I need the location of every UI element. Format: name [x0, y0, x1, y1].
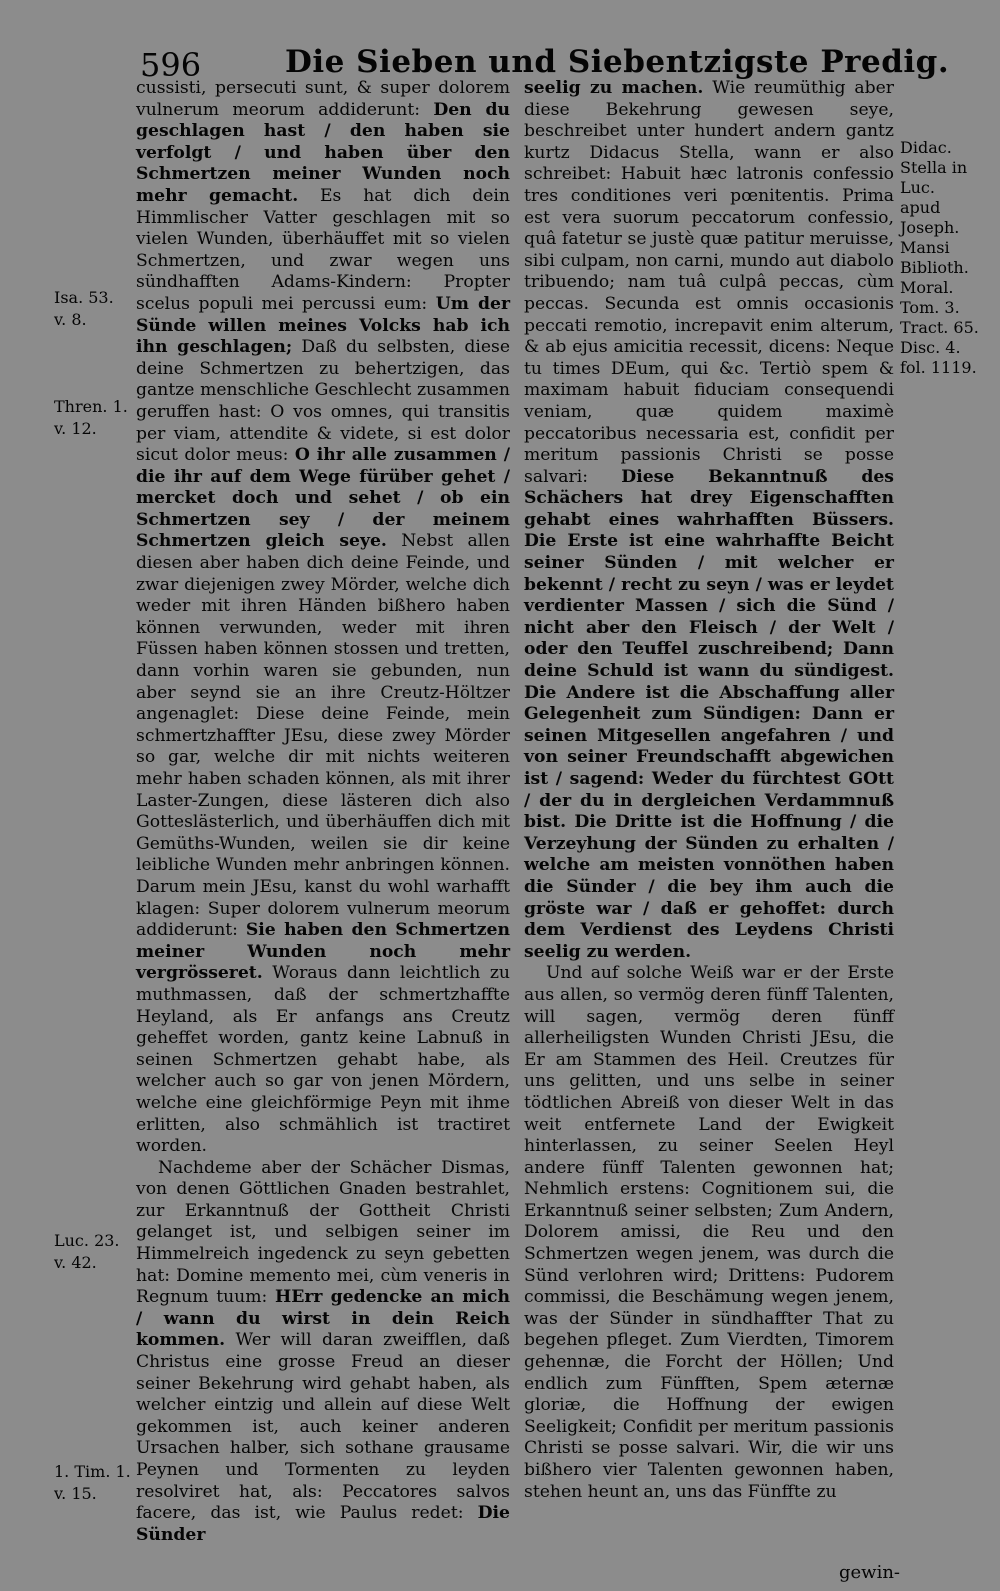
- right-paragraph-2: [524, 963, 894, 1503]
- bold-text-run: Die Sünder: [136, 1503, 510, 1545]
- left-paragraph-1: [136, 78, 510, 1158]
- margin-note-isa: Isa. 53. v. 8.: [54, 288, 114, 329]
- bold-text-run: seelig zu machen.: [524, 78, 704, 98]
- margin-note-tim: 1. Tim. 1. v. 15.: [54, 1462, 131, 1503]
- text-run: Wer will daran zweifflen, daß Christus eine grosse Freud an dieser seiner Bekehrung wird gehabt haben, als welcher eintzig und allein auf diese Welt gekommen ist, auch keiner anderen Ursachen halber, sich sothane grausame Peynen und Tormenten zu leyden resolviret hat, als: Peccatores salvos facere, das ist, wie Paulus redet:: [136, 1330, 510, 1524]
- text-run: Woraus dann leichtlich zu muthmassen, daß der schmertzhaffte Heyland, als Er anfangs ans Creutz geheffet worden, gantz keine Labnuß in seinen Schmertzen gehabt habe, als welcher auch so gar von jenen Mördern, welche eine gleichförmige Peyn mit ihme erlitten, also schmählich ist tractiret worden.: [136, 963, 510, 1157]
- bold-text-run: Diese Bekanntnuß des Schächers hat drey Eigenschafften gehabt eines wahrhafften Büssers. Die Erste ist eine wahrhaffte Beicht seiner Sünden / mit welcher er bekennt / recht zu seyn / was er leydet verdienter Massen / sich die Sünd / nicht aber den Fleisch / der Welt / oder den Teuffel zuschreibend; Dann deine Schuld ist wann du sündigest. Die Andere ist die Abschaffung aller Gelegenheit zum Sündigen: Dann er seinen Mitgesellen angefahren / und von seiner Freundschafft abgewichen ist / sagend: Weder du fürchtest GOtt / der du in dergleichen Verdammnuß bist. Die Dritte ist die Hoffnung / die Verzeyhung der Sünden zu erhalten / welche am meisten vonnöthen haben die Sünder / die bey ihm auch die gröste war / daß er gehoffet: durch dem Verdienst des Leydens Christi seelig zu werden.: [524, 466, 894, 962]
- page-number: 596: [140, 46, 202, 84]
- left-paragraph-2: [136, 1158, 510, 1547]
- margin-note-didac: Didac. Stella in Luc. apud Joseph. Mansi Biblioth. Moral. Tom. 3. Tract. 65. Disc. 4. fol. 1119.: [900, 138, 979, 377]
- text-run: Nachdeme aber der Schächer Dismas, von denen Göttlichen Gnaden bestrahlet, zur Erkanntnuß der Gottheit Christi gelanget ist, und selbigen seiner im Himmelreich ingedenck zu seyn gebetten hat: Domine memento mei, cùm veneris in Regnum tuum:: [136, 1157, 510, 1308]
- bold-text-run: O ihr alle zusammen / die ihr auf dem Wege fürüber gehet / mercket doch und sehet / ob ein Schmertzen sey / der meinem Schmertzen gleich seye.: [136, 445, 510, 552]
- margin-note-thren: Thren. 1. v. 12.: [54, 397, 128, 438]
- text-run: Daß du selbsten, diese deine Schmertzen zu behertzigen, das gantze menschliche Geschlecht zusammen geruffen hast: O vos omnes, qui transitis per viam, attendite & videte, si est dolor sicut dolor meus:: [136, 337, 510, 466]
- text-run: Es hat dich dein Himmlischer Vatter geschlagen mit so vielen Wunden, überhäuffet mit so vielen Schmertzen, und zwar wegen uns sündhafften Adams-Kindern: Propter scelus populi mei percussi eum:: [136, 185, 510, 314]
- text-run: cussisti, persecuti sunt, & super dolorem vulnerum meorum addiderunt:: [136, 78, 510, 120]
- running-head: Die Sieben und Siebentzigste Predig.: [285, 44, 950, 80]
- bold-text-run: Um der Sünde willen meines Volcks hab ich ihn geschlagen;: [136, 293, 510, 358]
- text-run: Und auf solche Weiß war er der Erste aus allen, so vermög deren fünff Talenten, will sagen, vermög deren fünff allerheiligsten Wunden Christi JEsu, die Er am Stammen des Heil. Creutzes für uns gelitten, und uns selbe in seiner tödtlichen Abreiß von dieser Welt in das weit entfernete Land der Ewigkeit hinterlassen, zu seiner Seelen Heyl andere fünff Talenten gewonnen hat; Nehmlich erstens: Cognitionem sui, die Erkanntnuß seiner selbsten; Zum Andern, Dolorem amissi, die Reu und den Schmertzen wegen jenem, was durch die Sünd verlohren wird; Drittens: Pudorem commissi, die Beschämung wegen jenem, was der Sünder in sündhaffter That zu begehen pfleget. Zum Vierdten, Timorem gehennæ, die Forcht der Höllen; Und endlich zum Fünfften, Spem æternæ gloriæ, die Hoffnung der ewigen Seeligkeit; Confidit per meritum passionis Christi se posse salvari. Wir, die wir uns bißhero vier Talenten gewonnen haben, stehen heunt an, uns das Fünffte zu: [524, 963, 894, 1502]
- right-paragraph-1: [524, 78, 894, 963]
- left-column: [136, 78, 510, 1546]
- catchword: gewin-: [838, 1562, 900, 1583]
- bold-text-run: HErr gedencke an mich / wann du wirst in dein Reich kommen.: [136, 1287, 510, 1351]
- margin-note-luc: Luc. 23. v. 42.: [54, 1231, 120, 1272]
- text-run: Wie reumüthig aber diese Bekehrung gewesen seye, beschreibet unter hundert andern gantz kurtz Didacus Stella, wann er also schreibet: Habuit hæc latronis confessio tres conditiones veri pœnitentis. Prima est vera suorum peccatorum confessio, quâ fatetur se justè quæ patitur meruisse, sibi culpam, non carni, mundo aut diabolo tribuendo; nam tuâ culpâ peccas, cùm peccas. Secunda est omnis occasionis peccati remotio, increpavit enim alterum, & ab ejus amicitia recessit, dicens: Neque tu times DEum, qui &c. Tertiò spem & maximam habuit fiduciam consequendi veniam, quæ quidem maximè peccatoribus necessaria est, confidit per meritum passionis Christi se posse salvari:: [524, 78, 894, 487]
- text-run: Nebst allen diesen aber haben dich deine Feinde, und zwar diejenigen zwey Mörder, welche dich weder mit ihren Händen bißhero haben können verwunden, weder mit ihren Füssen haben können stossen und tretten, dann vorhin waren sie gebunden, nun aber seynd sie an ihre Creutz-Höltzer angenaglet: Diese deine Feinde, mein schmertzhaffter JEsu, diese zwey Mörder so gar, welche dir mit nichts weiteren mehr haben schaden können, als mit ihrer Laster-Zungen, diese lästeren dich also Gotteslästerlich, und überhäuffen dich mit Gemüths-Wunden, weilen sie dir keine leibliche Wunden mehr anbringen können. Darum mein JEsu, kanst du wohl warhafft klagen: Super dolorem vulnerum meorum addiderunt:: [136, 531, 510, 941]
- bold-text-run: Den du geschlagen hast / den haben sie verfolgt / und haben über den Schmertzen meiner Wunden noch mehr gemacht.: [136, 99, 510, 206]
- right-column: [524, 78, 894, 1503]
- bold-text-run: Sie haben den Schmertzen meiner Wunden noch mehr vergrösseret.: [136, 920, 510, 984]
